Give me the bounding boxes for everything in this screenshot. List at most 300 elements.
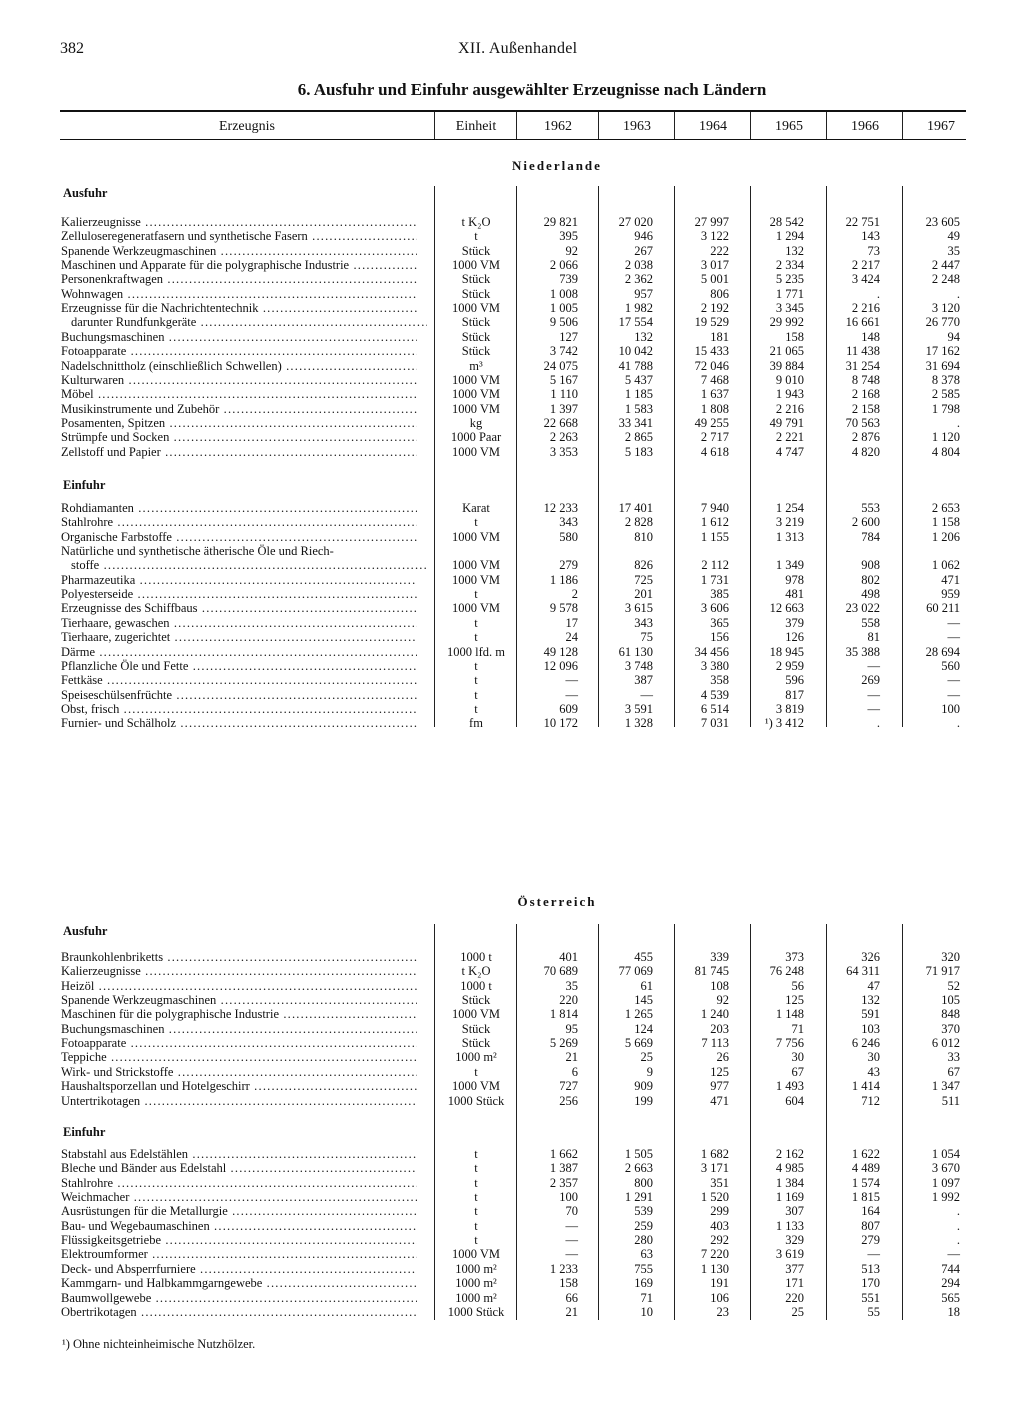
row-value-1964: 49 255: [694, 415, 729, 430]
row-value-1964: 385: [710, 587, 729, 602]
table-row: [0, 1262, 1024, 1276]
row-value-1964: 3 017: [700, 258, 729, 273]
table-row: [0, 301, 1024, 315]
row-value-1965: 1 349: [775, 558, 804, 573]
table-row: [0, 373, 1024, 387]
row-unit: t K₂O: [461, 215, 491, 229]
row-value-1964: 222: [710, 243, 729, 258]
row-unit: 1000 m²: [455, 1290, 497, 1305]
row-unit: 1000 VM: [451, 301, 501, 316]
row-value-1967: 848: [941, 1007, 960, 1022]
row-value-1966: 30: [867, 1050, 880, 1065]
table-row: [0, 993, 1024, 1007]
row-value-1964: 292: [710, 1233, 729, 1248]
row-value-1964: 2 192: [700, 301, 729, 316]
table-row: [0, 630, 1024, 644]
row-value-1963: 1 505: [624, 1147, 653, 1161]
row-unit: t: [474, 1175, 478, 1190]
row-value-1962: 24: [565, 630, 578, 645]
table-row: [0, 964, 1024, 978]
table-row: [0, 402, 1024, 416]
row-value-1964: 1 731: [700, 572, 729, 587]
row-value-1967: 3 670: [931, 1161, 960, 1176]
row-unit: 1000 VM: [451, 444, 501, 459]
row-unit: Stück: [461, 272, 491, 287]
row-value-1964: 3 122: [700, 229, 729, 244]
row-value-1962: 21: [565, 1050, 578, 1065]
row-value-1964: 108: [710, 978, 729, 993]
row-value-1962: 609: [559, 701, 578, 716]
row-label: Bau- und Wegebaumaschinen .....: [61, 1219, 417, 1233]
row-value-1964: 2 112: [701, 558, 729, 573]
row-value-1965: 220: [785, 1290, 804, 1305]
row-value-1966: 326: [861, 950, 880, 964]
row-unit: 1000 VM: [451, 387, 501, 402]
row-value-1963: 41 788: [618, 358, 653, 373]
row-value-1962: 739: [559, 272, 578, 287]
row-value-1965: 56: [791, 978, 804, 993]
row-value-1965: 3 619: [775, 1247, 804, 1262]
row-unit: 1000 m²: [455, 1050, 497, 1065]
row-label: Obertrikotagen .....: [61, 1305, 417, 1319]
row-value-1963: 280: [634, 1233, 653, 1248]
row-label: Stabstahl aus Edelstählen .....: [61, 1147, 417, 1161]
table-row: [0, 645, 1024, 659]
row-label: Organische Farbstoffe .....: [61, 530, 417, 544]
row-label: Musikinstrumente und Zubehör .....: [61, 402, 417, 416]
row-value-1965: 4 985: [775, 1161, 804, 1176]
table-row: [0, 515, 1024, 529]
table-row: [0, 1247, 1024, 1261]
row-value-1966: 498: [861, 587, 880, 602]
row-unit: 1000 lfd. m: [447, 644, 505, 659]
row-label: Untertrikotagen .....: [61, 1094, 417, 1108]
row-label: Polyesterseide .....: [61, 587, 417, 601]
row-label: Buchungsmaschinen .....: [61, 1022, 417, 1036]
table-row: [0, 416, 1024, 430]
row-value-1967: 35: [947, 243, 960, 258]
table-row: [0, 430, 1024, 444]
row-label: Pflanzliche Öle und Fette .....: [61, 659, 417, 673]
row-value-1963: 77 069: [618, 964, 653, 979]
row-value-1962: 256: [559, 1093, 578, 1108]
row-value-1965: 2 959: [775, 658, 804, 673]
row-label: Ausrüstungen für die Metallurgie .....: [61, 1204, 417, 1218]
row-value-1964: 27 997: [694, 215, 729, 229]
row-value-1965: 329: [785, 1233, 804, 1248]
row-value-1965: 76 248: [769, 964, 804, 979]
header-unit: Einheit: [455, 119, 497, 134]
row-unit: 1000 t: [460, 978, 492, 993]
row-value-1965: 126: [785, 630, 804, 645]
table-row: [0, 1276, 1024, 1290]
row-value-1967: 52: [947, 978, 960, 993]
row-unit: Stück: [461, 344, 491, 359]
country-heading: Niederlande: [512, 158, 602, 173]
table-row: [0, 702, 1024, 716]
row-label: Baumwollgewebe .....: [61, 1291, 417, 1305]
row-value-1963: 810: [634, 529, 653, 544]
row-label: Bleche und Bänder aus Edelstahl .....: [61, 1161, 417, 1175]
row-value-1967: 565: [941, 1290, 960, 1305]
row-value-1965: 604: [785, 1093, 804, 1108]
header-year-1967: 1967: [927, 119, 955, 134]
row-value-1966: 55: [867, 1304, 880, 1319]
row-value-1967: 4 804: [931, 444, 960, 459]
row-value-1962: 127: [559, 329, 578, 344]
row-unit: t: [474, 1204, 478, 1219]
row-label: Kammgarn- und Halbkammgarngewebe .....: [61, 1276, 417, 1290]
row-value-1962: 158: [559, 1276, 578, 1291]
table-row: [0, 979, 1024, 993]
row-value-1962: 70: [565, 1204, 578, 1219]
row-value-1966: 23 022: [845, 601, 880, 616]
row-value-1962: —: [565, 1247, 578, 1262]
table-row: [0, 1204, 1024, 1218]
header-year-1966: 1966: [851, 119, 879, 134]
table-row: [0, 1022, 1024, 1036]
table-row: [0, 244, 1024, 258]
row-value-1962: 5 167: [549, 372, 578, 387]
row-value-1962: 70 689: [543, 964, 578, 979]
row-value-1964: 72 046: [694, 358, 729, 373]
row-value-1963: 2 865: [624, 430, 653, 445]
row-unit: 1000 VM: [451, 258, 501, 273]
row-value-1963: 2 828: [624, 515, 653, 530]
row-value-1965: 1 133: [775, 1218, 804, 1233]
row-value-1965: 125: [785, 993, 804, 1008]
row-value-1962: 401: [559, 950, 578, 964]
row-value-1964: 6 514: [700, 701, 729, 716]
row-value-1963: 1 265: [624, 1007, 653, 1022]
row-label: Deck- und Absperrfurniere .....: [61, 1262, 417, 1276]
row-value-1964: 181: [710, 329, 729, 344]
row-value-1963: 71: [640, 1290, 653, 1305]
row-value-1963: 455: [634, 950, 653, 964]
row-unit: Stück: [461, 1036, 491, 1051]
row-value-1966: 170: [861, 1276, 880, 1291]
table-row: [0, 1050, 1024, 1064]
row-value-1965: 596: [785, 673, 804, 688]
section-heading: Ausfuhr: [63, 924, 108, 938]
row-value-1967: 105: [941, 993, 960, 1008]
header-year-1962: 1962: [544, 119, 572, 134]
row-value-1963: 199: [634, 1093, 653, 1108]
row-value-1965: 5 235: [775, 272, 804, 287]
table-row: [0, 616, 1024, 630]
row-value-1967: 8 378: [931, 372, 960, 387]
row-value-1963: 33 341: [618, 415, 653, 430]
row-value-1965: 377: [785, 1261, 804, 1276]
row-label: Fettkäse .....: [61, 673, 417, 687]
row-value-1964: 34 456: [694, 644, 729, 659]
running-head: XII. Außenhandel: [458, 40, 578, 57]
row-value-1965: 1 493: [775, 1079, 804, 1094]
country-heading: Österreich: [517, 894, 597, 909]
row-value-1964: 1 682: [700, 1147, 729, 1161]
header-column-divider: [598, 112, 599, 139]
row-value-1965: 817: [785, 687, 804, 702]
row-value-1967: 2 653: [931, 501, 960, 515]
row-value-1963: 61: [640, 978, 653, 993]
row-value-1963: 5 183: [624, 444, 653, 459]
row-value-1964: 358: [710, 673, 729, 688]
row-value-1965: 39 884: [769, 358, 804, 373]
row-unit: t K₂O: [461, 964, 491, 979]
row-value-1965: 1 148: [775, 1007, 804, 1022]
row-value-1962: 24 075: [543, 358, 578, 373]
row-value-1966: 807: [861, 1218, 880, 1233]
row-value-1962: 395: [559, 229, 578, 244]
row-value-1963: 63: [640, 1247, 653, 1262]
table-row: [0, 215, 1024, 229]
row-value-1965: 1 294: [775, 229, 804, 244]
row-value-1964: 106: [710, 1290, 729, 1305]
row-value-1964: 7 940: [700, 501, 729, 515]
table-row: [0, 1036, 1024, 1050]
row-value-1963: 957: [634, 286, 653, 301]
row-value-1964: 15 433: [694, 344, 729, 359]
header-column-divider: [902, 112, 903, 139]
row-value-1963: 201: [634, 587, 653, 602]
row-value-1967: 23 605: [925, 215, 960, 229]
table-row: [0, 716, 1024, 730]
footnote: ¹) Ohne nichteinheimische Nutzhölzer.: [62, 1337, 256, 1351]
row-value-1965: 28 542: [769, 215, 804, 229]
row-value-1967: 2 248: [931, 272, 960, 287]
row-value-1966: 269: [861, 673, 880, 688]
row-value-1965: 2 216: [775, 401, 804, 416]
row-label: Möbel .....: [61, 387, 417, 401]
row-label: Teppiche .....: [61, 1050, 417, 1064]
table-row: [0, 1305, 1024, 1319]
table-row: [0, 344, 1024, 358]
row-value-1963: 267: [634, 243, 653, 258]
row-value-1967: 471: [941, 572, 960, 587]
row-value-1967: 28 694: [925, 644, 960, 659]
row-value-1962: 1 110: [550, 387, 578, 402]
row-value-1967: 370: [941, 1021, 960, 1036]
row-value-1966: 2 217: [851, 258, 880, 273]
row-value-1965: 1 169: [775, 1190, 804, 1205]
row-value-1963: 169: [634, 1276, 653, 1291]
row-value-1962: 2: [571, 587, 578, 602]
row-value-1967: 511: [941, 1093, 960, 1108]
row-value-1967: —: [947, 687, 960, 702]
row-value-1964: 977: [710, 1079, 729, 1094]
row-value-1965: 2 162: [775, 1147, 804, 1161]
row-value-1964: 365: [710, 615, 729, 630]
row-unit: 1000 VM: [451, 372, 501, 387]
row-value-1967: 33: [947, 1050, 960, 1065]
table-title: 6. Ausfuhr und Einfuhr ausgewählter Erzeugnisse nach Ländern: [297, 80, 767, 99]
header-column-divider: [826, 112, 827, 139]
row-label: Stahlrohre .....: [61, 515, 417, 529]
row-value-1965: 3 345: [775, 301, 804, 316]
row-value-1965: 2 221: [775, 430, 804, 445]
row-value-1964: 203: [710, 1021, 729, 1036]
row-value-1963: —: [640, 687, 653, 702]
table-row: [0, 330, 1024, 344]
row-value-1962: —: [565, 1233, 578, 1248]
row-value-1964: 1 612: [700, 515, 729, 530]
row-label: Tierhaare, zugerichtet .....: [61, 630, 417, 644]
row-label: Speiseschülsenfrüchte .....: [61, 688, 417, 702]
table-row: [0, 544, 1024, 558]
row-value-1966: .: [876, 286, 880, 301]
row-value-1967: 1 992: [931, 1190, 960, 1205]
row-value-1963: 259: [634, 1218, 653, 1233]
row-value-1963: 826: [634, 558, 653, 573]
row-value-1964: 806: [710, 286, 729, 301]
row-value-1966: 4 820: [851, 444, 880, 459]
row-unit: t: [474, 229, 478, 244]
row-value-1963: 1 328: [624, 716, 653, 731]
row-unit: 1000 m²: [455, 1261, 497, 1276]
row-value-1964: 1 637: [700, 387, 729, 402]
header-year-1964: 1964: [699, 119, 727, 134]
row-value-1965: 49 791: [769, 415, 804, 430]
section-heading: Einfuhr: [63, 478, 106, 492]
row-label: Personenkraftwagen .....: [61, 272, 417, 286]
row-value-1967: 3 120: [931, 301, 960, 316]
row-label: Strümpfe und Socken .....: [61, 430, 417, 444]
row-value-1967: 67: [947, 1064, 960, 1079]
row-label: Tierhaare, gewaschen .....: [61, 616, 417, 630]
row-value-1967: 18: [947, 1304, 960, 1319]
row-value-1966: 591: [861, 1007, 880, 1022]
row-unit: m³: [469, 358, 483, 373]
row-value-1966: —: [867, 687, 880, 702]
row-value-1966: 8 748: [851, 372, 880, 387]
header-rule-top: [60, 110, 966, 112]
row-value-1966: 513: [861, 1261, 880, 1276]
row-value-1962: 2 357: [549, 1175, 578, 1190]
row-unit: fm: [469, 716, 483, 731]
row-label: Buchungsmaschinen .....: [61, 330, 417, 344]
row-value-1963: 27 020: [618, 215, 653, 229]
row-value-1963: 10 042: [618, 344, 653, 359]
row-value-1963: 145: [634, 993, 653, 1008]
row-value-1964: 92: [716, 993, 729, 1008]
row-value-1965: ¹) 3 412: [764, 716, 804, 731]
row-value-1962: 1 008: [549, 286, 578, 301]
table-row: [0, 587, 1024, 601]
header-column-divider: [750, 112, 751, 139]
row-label: Zelluloseregeneratfasern und synthetische Fasern .....: [61, 229, 417, 243]
row-value-1962: 10 172: [543, 716, 578, 731]
row-value-1963: 1 583: [624, 401, 653, 416]
row-value-1967: 1 054: [931, 1147, 960, 1161]
table-row: [0, 1219, 1024, 1233]
row-value-1965: 3 819: [775, 701, 804, 716]
table-row: [0, 445, 1024, 459]
row-value-1966: 148: [861, 329, 880, 344]
row-value-1966: —: [867, 1247, 880, 1262]
header-rule-bottom: [60, 139, 966, 140]
row-value-1967: —: [947, 673, 960, 688]
row-value-1965: 379: [785, 615, 804, 630]
table-row: [0, 1147, 1024, 1161]
row-value-1964: 1 240: [700, 1007, 729, 1022]
table-row: [0, 530, 1024, 544]
row-value-1964: 26: [716, 1050, 729, 1065]
row-value-1964: 81 745: [694, 964, 729, 979]
table-row: [0, 558, 1024, 572]
row-value-1967: 294: [941, 1276, 960, 1291]
row-label: Erzeugnisse für die Nachrichtentechnik .....: [61, 301, 417, 315]
row-unit: t: [474, 1064, 478, 1079]
table-row: [0, 673, 1024, 687]
row-value-1964: 339: [710, 950, 729, 964]
row-value-1966: 11 438: [846, 344, 880, 359]
row-value-1964: 7 113: [701, 1036, 729, 1051]
row-value-1962: 9 506: [549, 315, 578, 330]
row-value-1963: 124: [634, 1021, 653, 1036]
row-value-1963: 387: [634, 673, 653, 688]
row-value-1964: 299: [710, 1204, 729, 1219]
row-value-1962: 1 186: [549, 572, 578, 587]
row-value-1965: 29 992: [769, 315, 804, 330]
row-value-1962: 279: [559, 558, 578, 573]
row-value-1963: 2 362: [624, 272, 653, 287]
row-value-1967: 71 917: [925, 964, 960, 979]
row-value-1967: .: [956, 415, 960, 430]
table-row: [0, 287, 1024, 301]
row-value-1965: 9 010: [775, 372, 804, 387]
row-value-1965: 2 334: [775, 258, 804, 273]
row-value-1963: 132: [634, 329, 653, 344]
row-unit: 1000 VM: [451, 1007, 501, 1022]
row-value-1965: 25: [791, 1304, 804, 1319]
row-value-1966: 81: [867, 630, 880, 645]
row-value-1965: 67: [791, 1064, 804, 1079]
row-value-1966: 712: [861, 1093, 880, 1108]
table-row: [0, 601, 1024, 615]
row-value-1965: 1 384: [775, 1175, 804, 1190]
table-row: [0, 1094, 1024, 1108]
row-value-1966: 279: [861, 1233, 880, 1248]
row-value-1962: 1 005: [549, 301, 578, 316]
row-value-1965: 132: [785, 243, 804, 258]
row-value-1967: 1 206: [931, 529, 960, 544]
table-row: [0, 573, 1024, 587]
row-value-1966: 1 414: [851, 1079, 880, 1094]
row-value-1967: 49: [947, 229, 960, 244]
row-value-1963: 946: [634, 229, 653, 244]
row-value-1963: 909: [634, 1079, 653, 1094]
row-unit: Stück: [461, 993, 491, 1008]
row-unit: 1000 VM: [451, 529, 501, 544]
row-unit: 1000 VM: [451, 572, 501, 587]
row-value-1964: 7 468: [700, 372, 729, 387]
row-value-1967: 2 447: [931, 258, 960, 273]
row-unit: 1000 Stück: [447, 1093, 505, 1108]
row-value-1965: 158: [785, 329, 804, 344]
row-value-1962: 343: [559, 515, 578, 530]
header-column-divider: [516, 112, 517, 139]
table-row: [0, 387, 1024, 401]
row-value-1962: 92: [565, 243, 578, 258]
table-row: [0, 950, 1024, 964]
row-value-1963: 1 185: [624, 387, 653, 402]
row-value-1966: 551: [861, 1290, 880, 1305]
row-value-1965: 978: [785, 572, 804, 587]
row-value-1966: 4 489: [851, 1161, 880, 1176]
row-value-1964: 5 001: [700, 272, 729, 287]
row-value-1963: 755: [634, 1261, 653, 1276]
row-value-1966: 802: [861, 572, 880, 587]
